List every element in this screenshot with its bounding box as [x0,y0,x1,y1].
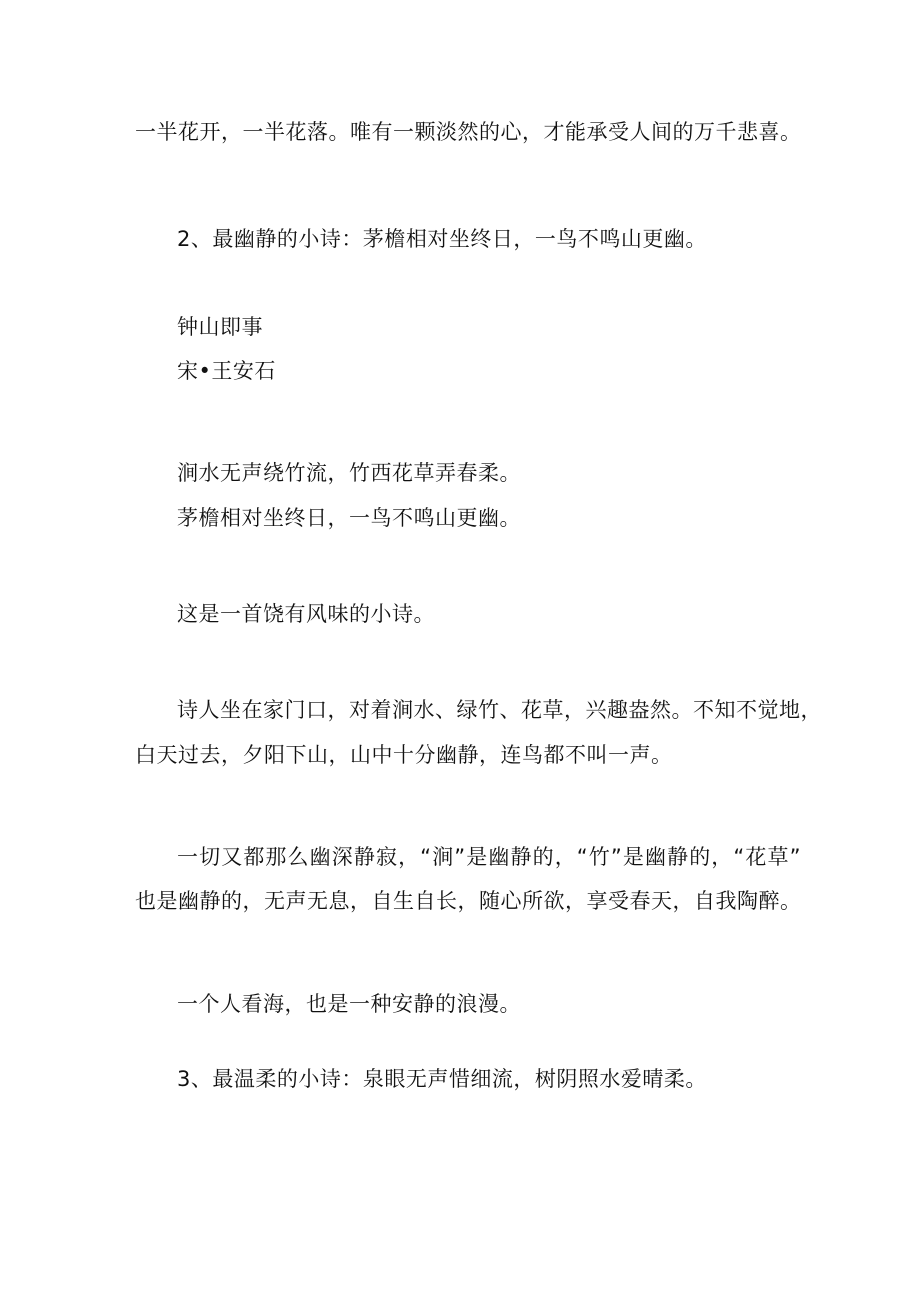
section-heading: 2、最幽静的小诗：茅檐相对坐终日，一鸟不鸣山更幽。 [177,227,707,251]
section-heading: 3、最温柔的小诗：泉眼无声惜细流，树阴照水爱晴柔。 [177,1067,707,1091]
paragraph-line: 也是幽静的，无声无息，自生自长，随心所欲，享受春天，自我陶醉。 [135,889,802,913]
paragraph-line: 诗人坐在家门口，对着涧水、绿竹、花草，兴趣盎然。不知不觉地， [177,698,822,722]
poem-title: 钟山即事 [177,315,263,339]
poem-author: 宋•王安石 [177,359,276,383]
paragraph-line: 一半花开，一半花落。唯有一颗淡然的心，才能承受人间的万千悲喜。 [135,120,802,144]
poem-line: 涧水无声绕竹流，竹西花草弄春柔。 [177,461,521,485]
poem-line: 茅檐相对坐终日，一鸟不鸣山更幽。 [177,506,521,530]
paragraph-line: 一个人看海，也是一种安静的浪漫。 [177,992,521,1016]
paragraph-line: 这是一首饶有风味的小诗。 [177,602,435,626]
paragraph-line: 白天过去，夕阳下山，山中十分幽静，连鸟都不叫一声。 [135,743,673,767]
paragraph-line: 一切又都那么幽深静寂，“涧”是幽静的，“竹”是幽静的，“花草” [177,845,801,869]
